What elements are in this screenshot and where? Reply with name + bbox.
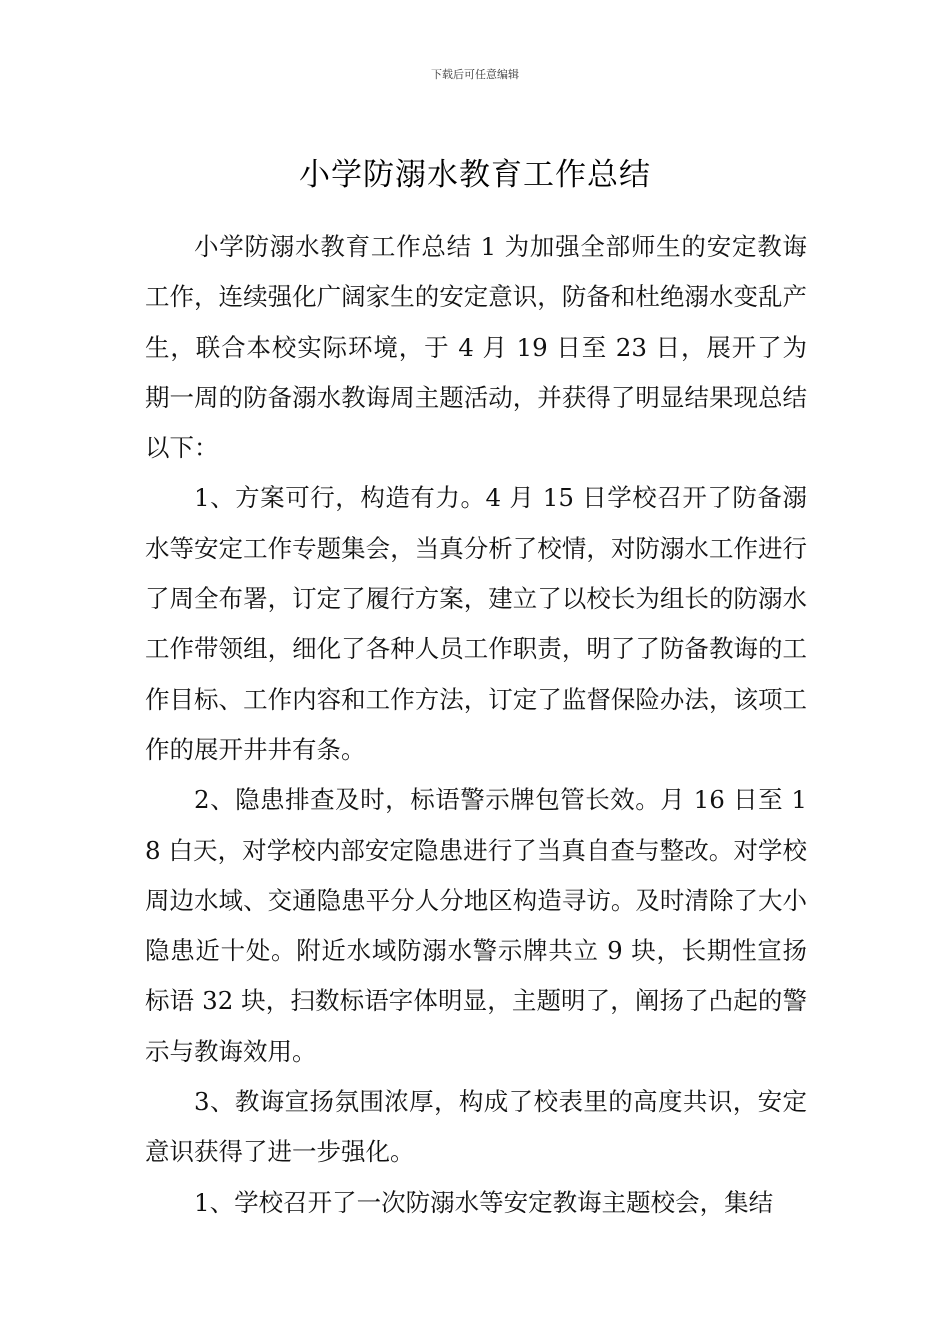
header-note: 下载后可任意编辑 xyxy=(431,68,519,81)
paragraph-intro: 小学防溺水教育工作总结 1 为加强全部师生的安定教诲工作，连续强化广阔家生的安定意识，防备和杜绝溺水变乱产生，联合本校实际环境，于 4 月 19 日至 23 日，展开了为期一周的防备溺水教诲周主题活动，并获得了明显结果现总结以下： xyxy=(145,232,807,463)
document-title: 小学防溺水教育工作总结 xyxy=(299,156,651,193)
document-body xyxy=(145,222,807,1228)
paragraph-section-3: 3、教诲宣扬氛围浓厚，构成了校表里的高度共识，安定意识获得了进一步强化。 xyxy=(145,1087,807,1167)
paragraph-subsection-1: 1、学校召开了一次防溺水等安定教诲主题校会，集结 xyxy=(194,1187,774,1217)
paragraph-section-2: 2、隐患排查及时，标语警示牌包管长效。月 16 日至 18 白天，对学校内部安定隐患进行了当真自查与整改。对学校周边水域、交通隐患平分人分地区构造寻访。及时清除了大小隐患近十处。附近水域防溺水警示牌共立 9 块，长期性宣扬标语 32 块，扫数标语字体明显，主题明了，阐扬了凸起的警示与教诲效用。 xyxy=(145,785,807,1066)
paragraph-section-1: 1、方案可行，构造有力。4 月 15 日学校召开了防备溺水等安定工作专题集会，当真分析了校情，对防溺水工作进行了周全布署，订定了履行方案，建立了以校长为组长的防溺水工作带领组，细化了各种人员工作职责，明了了防备教诲的工作目标、工作内容和工作方法，订定了监督保险办法，该项工作的展开井井有条。 xyxy=(145,483,807,764)
